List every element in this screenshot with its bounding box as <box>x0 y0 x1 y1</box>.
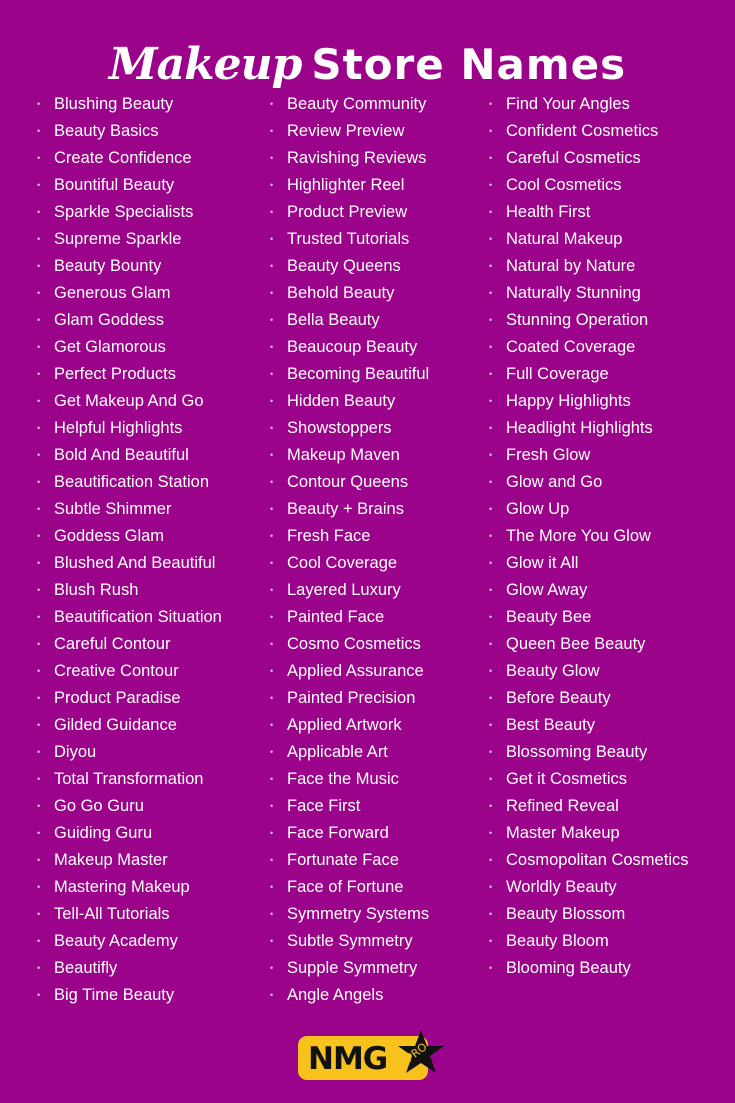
list-item: • Best Beauty <box>489 712 688 739</box>
page-title <box>0 39 735 90</box>
list-item: • Product Preview <box>270 199 429 226</box>
list-item: • Beauty Bloom <box>489 928 688 955</box>
list-item: • Cosmopolitan Cosmetics <box>489 847 688 874</box>
list-item: • Blushed And Beautiful <box>37 550 222 577</box>
list-item: • Fortunate Face <box>270 847 429 874</box>
names-column-2 <box>270 91 429 1009</box>
list-item: • Creative Contour <box>37 658 222 685</box>
list-item: • Supple Symmetry <box>270 955 429 982</box>
list-item: • Painted Precision <box>270 685 429 712</box>
list-item: • Applied Artwork <box>270 712 429 739</box>
list-item: • Find Your Angles <box>489 91 688 118</box>
list-item: • Get it Cosmetics <box>489 766 688 793</box>
list-item: • Tell-All Tutorials <box>37 901 222 928</box>
logo-text: NMG <box>308 1041 388 1077</box>
list-item: • Product Paradise <box>37 685 222 712</box>
list-item: • Get Glamorous <box>37 334 222 361</box>
list-item: • Face First <box>270 793 429 820</box>
list-item: • Glow Up <box>489 496 688 523</box>
list-item: • Beauty Queens <box>270 253 429 280</box>
list-item: • Helpful Highlights <box>37 415 222 442</box>
list-item: • Confident Cosmetics <box>489 118 688 145</box>
list-item: • Create Confidence <box>37 145 222 172</box>
list-item: • Stunning Operation <box>489 307 688 334</box>
title-script-word: Makeup <box>108 39 302 91</box>
list-item: • Before Beauty <box>489 685 688 712</box>
list-item: • Face of Fortune <box>270 874 429 901</box>
list-item: • Ravishing Reviews <box>270 145 429 172</box>
list-item: • Fresh Glow <box>489 442 688 469</box>
list-item: • Trusted Tutorials <box>270 226 429 253</box>
list-item: • Goddess Glam <box>37 523 222 550</box>
list-item: • Beautifly <box>37 955 222 982</box>
list-item: • Beauty Community <box>270 91 429 118</box>
list-item: • Beautification Station <box>37 469 222 496</box>
list-item: • Review Preview <box>270 118 429 145</box>
list-item: • Go Go Guru <box>37 793 222 820</box>
list-item: • Beauty Glow <box>489 658 688 685</box>
list-item: • Mastering Makeup <box>37 874 222 901</box>
list-item: • Happy Highlights <box>489 388 688 415</box>
list-item: • Queen Bee Beauty <box>489 631 688 658</box>
list-item: • Full Coverage <box>489 361 688 388</box>
list-item: • Cool Coverage <box>270 550 429 577</box>
list-item: • The More You Glow <box>489 523 688 550</box>
list-item: • Subtle Shimmer <box>37 496 222 523</box>
list-item: • Applicable Art <box>270 739 429 766</box>
list-item: • Natural by Nature <box>489 253 688 280</box>
list-item: • Gilded Guidance <box>37 712 222 739</box>
list-item: • Glam Goddess <box>37 307 222 334</box>
list-item: • Painted Face <box>270 604 429 631</box>
logo-badge: PRO <box>403 1040 430 1065</box>
list-item: • Naturally Stunning <box>489 280 688 307</box>
list-item: • Face the Music <box>270 766 429 793</box>
list-item: • Behold Beauty <box>270 280 429 307</box>
list-item: • Refined Reveal <box>489 793 688 820</box>
list-item: • Careful Contour <box>37 631 222 658</box>
list-item: • Cool Cosmetics <box>489 172 688 199</box>
names-column-3 <box>489 91 688 982</box>
list-item: • Hidden Beauty <box>270 388 429 415</box>
list-item: • Angle Angels <box>270 982 429 1009</box>
list-item: • Symmetry Systems <box>270 901 429 928</box>
list-item: • Sparkle Specialists <box>37 199 222 226</box>
list-item: • Contour Queens <box>270 469 429 496</box>
list-item: • Subtle Symmetry <box>270 928 429 955</box>
list-item: • Bella Beauty <box>270 307 429 334</box>
list-item: • Beauty Basics <box>37 118 222 145</box>
list-item: • Beaucoup Beauty <box>270 334 429 361</box>
list-item: • Makeup Maven <box>270 442 429 469</box>
list-item: • Health First <box>489 199 688 226</box>
list-item: • Beauty Academy <box>37 928 222 955</box>
list-item: • Bountiful Beauty <box>37 172 222 199</box>
list-item: • Bold And Beautiful <box>37 442 222 469</box>
list-item: • Perfect Products <box>37 361 222 388</box>
list-item: • Big Time Beauty <box>37 982 222 1009</box>
list-item: • Glow and Go <box>489 469 688 496</box>
list-item: • Worldly Beauty <box>489 874 688 901</box>
list-item: • Blossoming Beauty <box>489 739 688 766</box>
list-item: • Blooming Beauty <box>489 955 688 982</box>
list-item: • Blushing Beauty <box>37 91 222 118</box>
list-item: • Beauty Blossom <box>489 901 688 928</box>
list-item: • Cosmo Cosmetics <box>270 631 429 658</box>
list-item: • Beautification Situation <box>37 604 222 631</box>
list-item: • Beauty Bounty <box>37 253 222 280</box>
list-item: • Beauty + Brains <box>270 496 429 523</box>
list-item: • Blush Rush <box>37 577 222 604</box>
list-item: • Glow Away <box>489 577 688 604</box>
list-item: • Coated Coverage <box>489 334 688 361</box>
list-item: • Face Forward <box>270 820 429 847</box>
list-item: • Total Transformation <box>37 766 222 793</box>
list-item: • Master Makeup <box>489 820 688 847</box>
list-item: • Supreme Sparkle <box>37 226 222 253</box>
list-item: • Applied Assurance <box>270 658 429 685</box>
list-item: • Makeup Master <box>37 847 222 874</box>
list-item: • Layered Luxury <box>270 577 429 604</box>
list-item: • Highlighter Reel <box>270 172 429 199</box>
list-item: • Natural Makeup <box>489 226 688 253</box>
list-item: • Careful Cosmetics <box>489 145 688 172</box>
list-item: • Beauty Bee <box>489 604 688 631</box>
list-item: • Diyou <box>37 739 222 766</box>
names-column-1 <box>37 91 222 1009</box>
list-item: • Showstoppers <box>270 415 429 442</box>
list-item: • Get Makeup And Go <box>37 388 222 415</box>
list-item: • Glow it All <box>489 550 688 577</box>
list-item: • Becoming Beautiful <box>270 361 429 388</box>
list-item: • Headlight Highlights <box>489 415 688 442</box>
nmg-pro-logo <box>298 1032 448 1084</box>
title-bold-words: Store Names <box>311 40 627 90</box>
list-item: • Generous Glam <box>37 280 222 307</box>
list-item: • Guiding Guru <box>37 820 222 847</box>
list-item: • Fresh Face <box>270 523 429 550</box>
